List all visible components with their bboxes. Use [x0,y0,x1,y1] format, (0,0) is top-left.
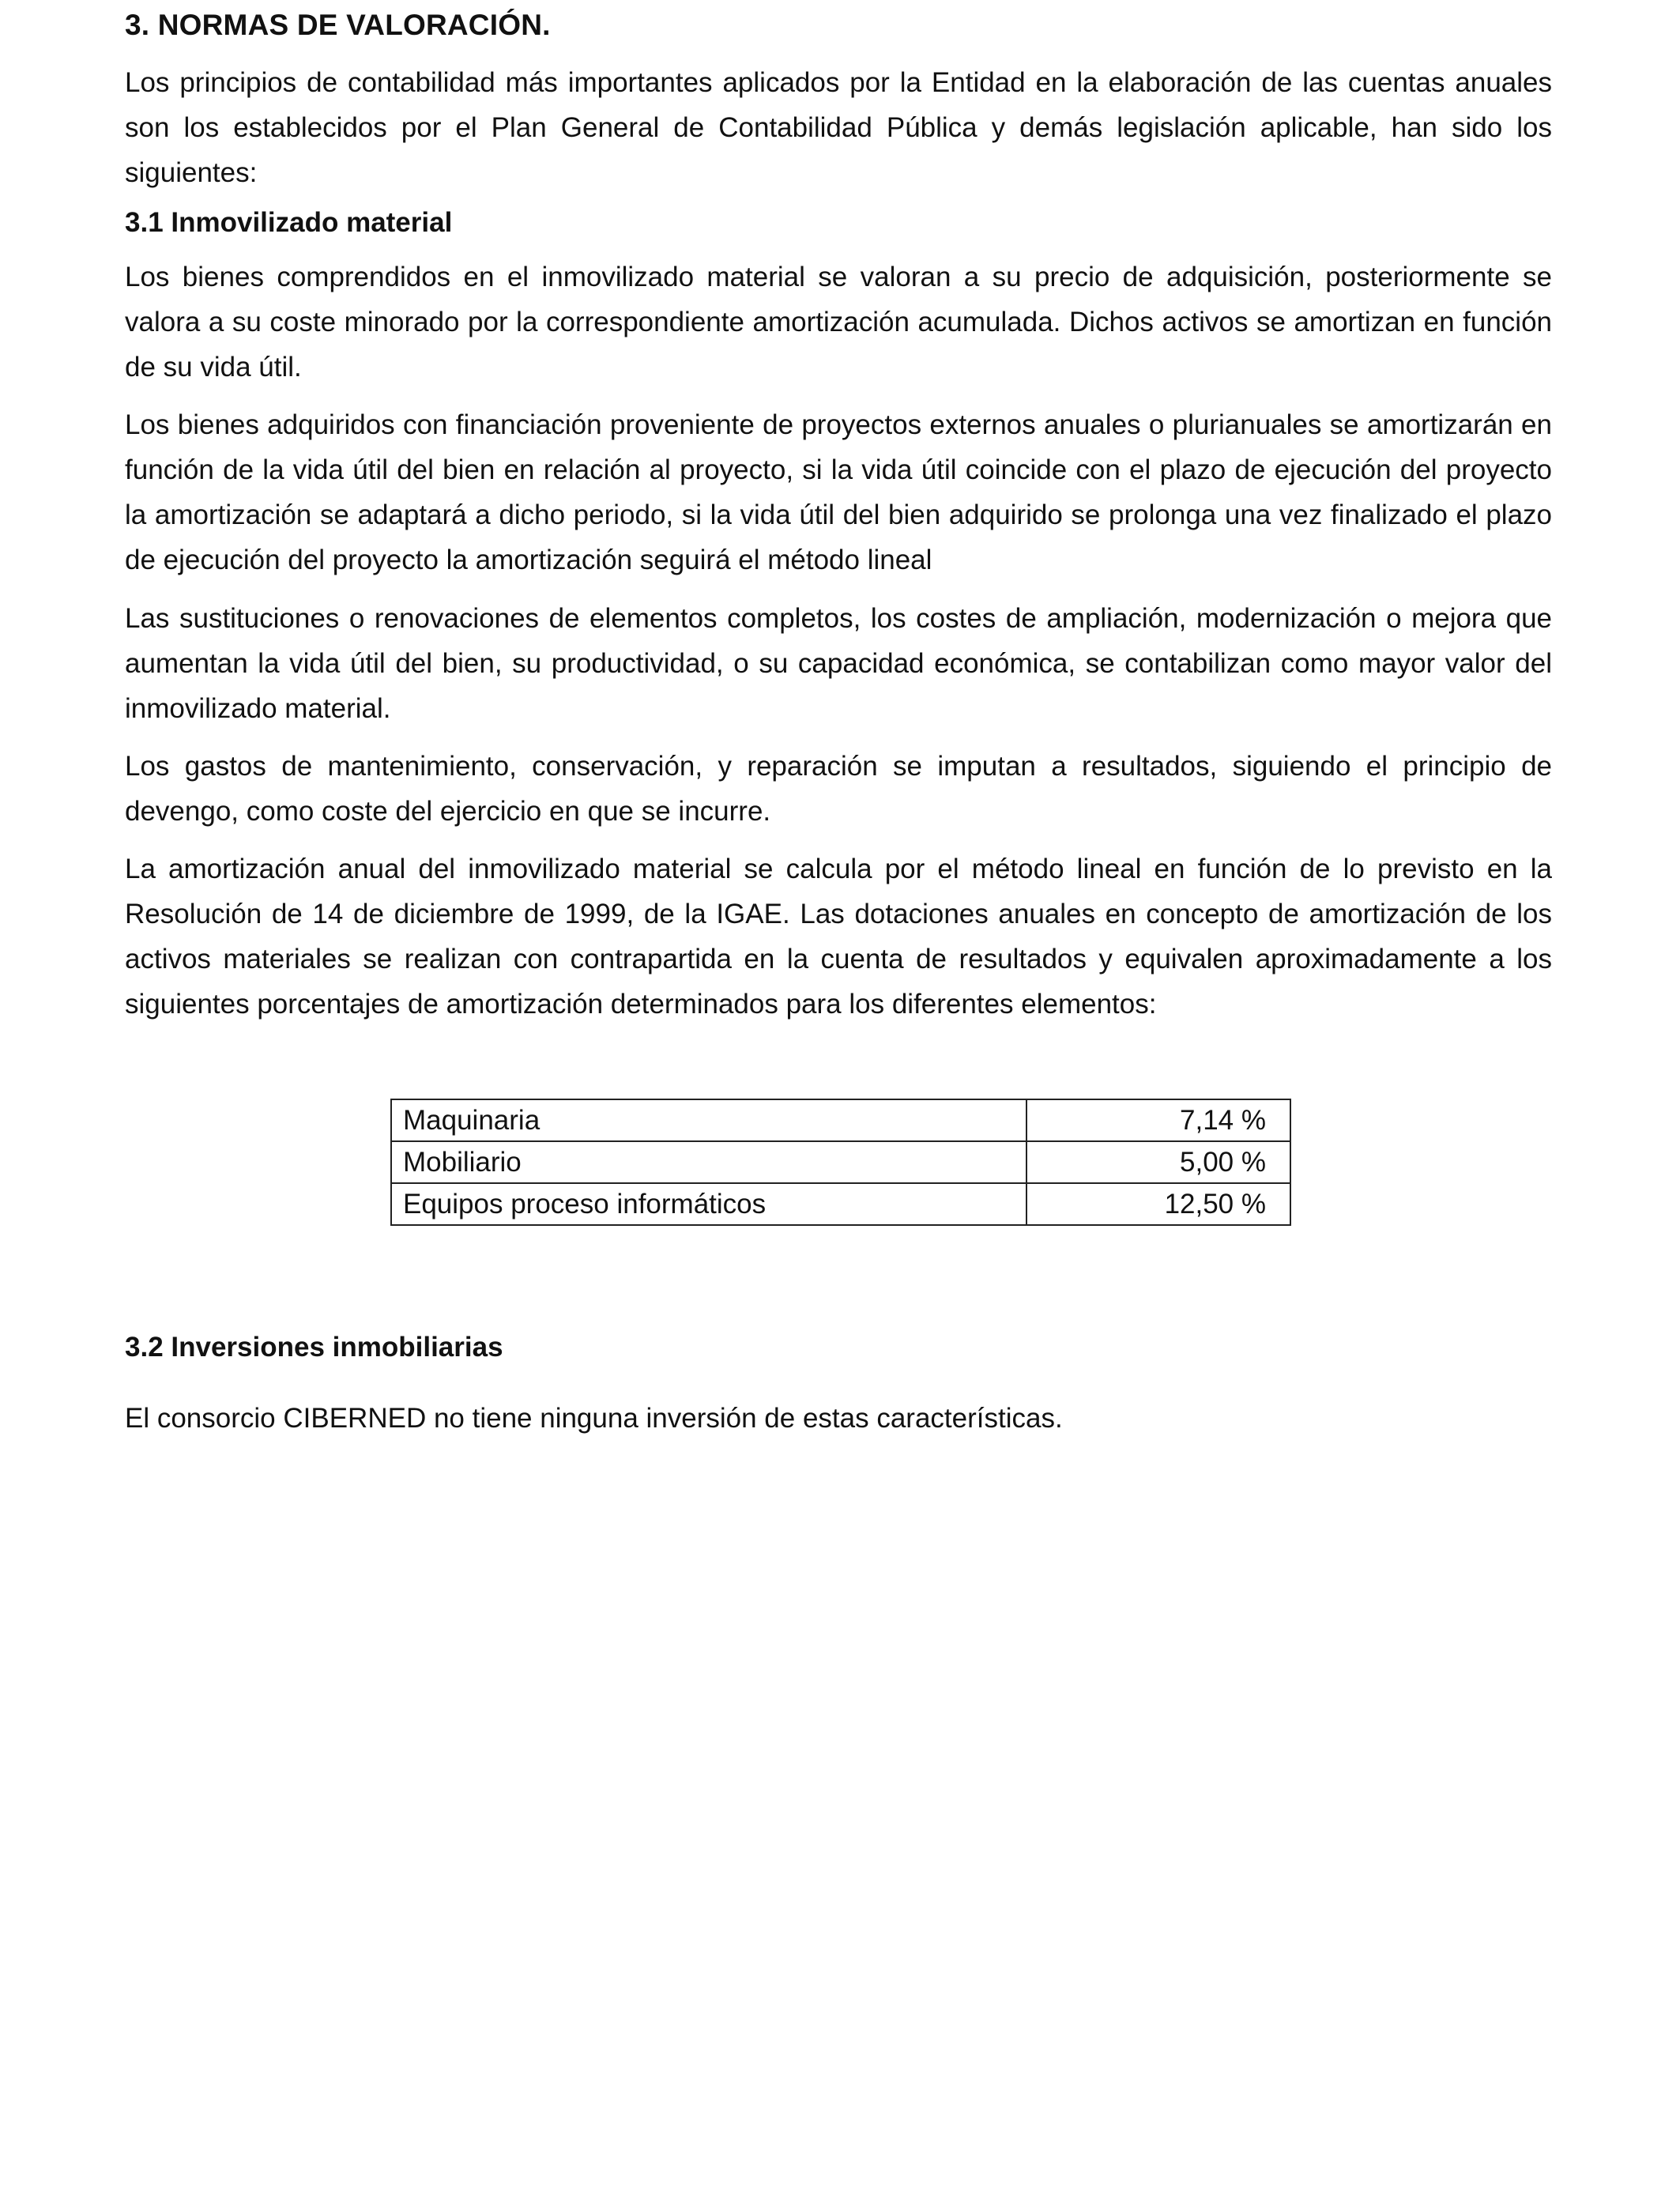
paragraph-project-financing: Los bienes adquiridos con financiación proveniente de proyectos externos anuales o plurianuales se amortizarán en función de la vida útil del bien en relación al proyecto, si la vida útil coincide con el plazo de ejecución del proyecto la amortización se adaptará a dicho periodo, si la vida útil del bien adquirido se prolonga una vez finalizado el plazo de ejecución del proyecto la amortización seguirá el método lineal [125,409,1552,575]
section-3-2-text: El consorcio CIBERNED no tiene ninguna inversión de estas características. [125,1403,1063,1434]
section-3-heading: 3. NORMAS DE VALORACIÓN. [125,9,551,41]
rate-cell: 5,00 % [1026,1141,1290,1183]
element-cell: Equipos proceso informáticos [391,1183,1026,1225]
section-3-2-heading: 3.2 Inversiones inmobiliarias [125,1332,503,1363]
section-3-intro: Los principios de contabilidad más importantes aplicados por la Entidad en la elaboración de las cuentas anuales son los establecidos por el Plan General de Contabilidad Pública y demás legislación aplicable, han sido los siguientes: [125,67,1552,188]
paragraph-maintenance: Los gastos de mantenimiento, conservación, y reparación se imputan a resultados, siguiendo el principio de devengo, como coste del ejercicio en que se incurre. [125,751,1552,827]
rate-cell: 12,50 % [1026,1183,1290,1225]
table-row [391,1141,1290,1183]
table-row [391,1183,1290,1225]
paragraph-replacements: Las sustituciones o renovaciones de elementos completos, los costes de ampliación, modernización o mejora que aumentan la vida útil del bien, su productividad, o su capacidad económica, se contabilizan como mayor valor del inmovilizado material. [125,603,1552,724]
element-cell: Maquinaria [391,1099,1026,1141]
depreciation-rates-table [390,1099,1291,1226]
table-row [391,1099,1290,1141]
rate-cell: 7,14 % [1026,1099,1290,1141]
element-cell: Mobiliario [391,1141,1026,1183]
section-3-1-heading: 3.1 Inmovilizado material [125,207,453,238]
paragraph-valuation: Los bienes comprendidos en el inmovilizado material se valoran a su precio de adquisición, posteriormente se valora a su coste minorado por la correspondiente amortización acumulada. Dichos activos se amortizan en función de su vida útil. [125,262,1552,383]
paragraph-annual-depreciation: La amortización anual del inmovilizado material se calcula por el método lineal en función de lo previsto en la Resolución de 14 de diciembre de 1999, de la IGAE. Las dotaciones anuales en concepto de amortización de los activos materiales se realizan con contrapartida en la cuenta de resultados y equivalen aproximadamente a los siguientes porcentajes de amortización determinados para los diferentes elementos: [125,854,1552,1020]
